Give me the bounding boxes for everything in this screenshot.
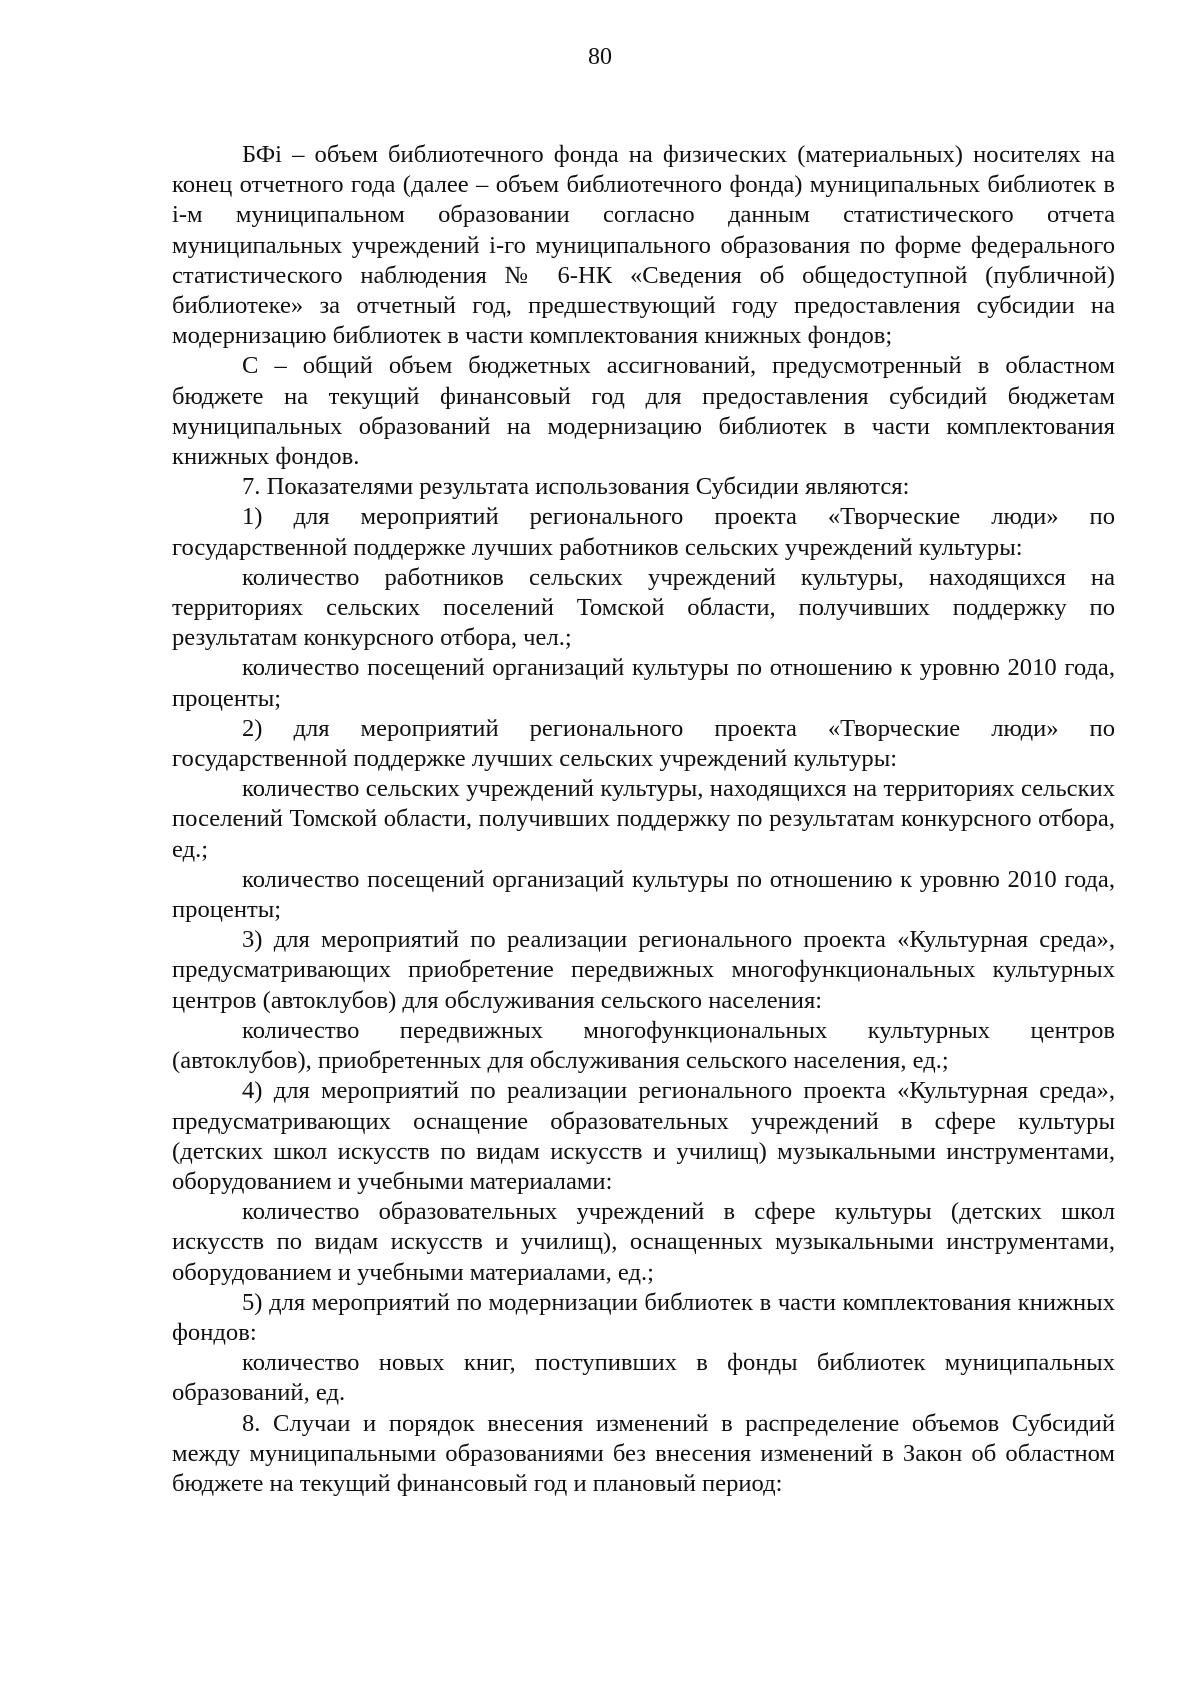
paragraph-indicator-visits-2: количество посещений организаций культуры по отношению к уровню 2010 года, проценты; bbox=[172, 865, 1115, 924]
paragraph-bfi-definition: БФi – объем библиотечного фонда на физических (материальных) носителях на конец отчетного года (далее – объем библиотечного фонда) муниципальных библиотек в i-м муниципальном образовании согласно данным статистического отчета муниципальных учреждений i-го муниципального образования по форме федерального статистического наблюдения № 6-НК «Сведения об общедоступной (публичной) библиотеке» за отчетный год, предшествующий году предоставления субсидии на модернизацию библиотек в части комплектования книжных фондов; bbox=[172, 141, 1115, 350]
paragraph-item-7-4: 4) для мероприятий по реализации регионального проекта «Культурная среда», предусматривающих оснащение образовательных учреждений в сфере культуры (детских школ искусств по видам искусств и училищ) музыкальными инструментами, оборудованием и учебными материалами: bbox=[172, 1077, 1115, 1195]
paragraph-item-7-3: 3) для мероприятий по реализации регионального проекта «Культурная среда», предусматривающих приобретение передвижных многофункциональных культурных центров (автоклубов) для обслуживания сельского населения: bbox=[172, 926, 1115, 1014]
paragraph-item-7-5: 5) для мероприятий по модернизации библиотек в части комплектования книжных фондов: bbox=[172, 1288, 1115, 1346]
paragraph-indicator-schools: количество образовательных учреждений в сфере культуры (детских школ искусств по видам искусств и училищ), оснащенных музыкальными инструментами, оборудованием и учебными материалами, ед.; bbox=[172, 1198, 1115, 1286]
paragraph-item-7-2: 2) для мероприятий регионального проекта «Творческие люди» по государственной поддержке лучших сельских учреждений культуры: bbox=[172, 714, 1115, 773]
paragraph-indicator-workers: количество работников сельских учреждений культуры, находящихся на территориях сельских поселений Томской области, получивших поддержку по результатам конкурсного отбора, чел.; bbox=[172, 563, 1115, 652]
page-number: 80 bbox=[588, 44, 612, 70]
paragraph-item-7: 7. Показателями результата использования Субсидии являются: bbox=[242, 473, 910, 501]
paragraph-item-7-1: 1) для мероприятий регионального проекта «Творческие люди» по государственной поддержке лучших работников сельских учреждений культуры: bbox=[172, 503, 1115, 561]
paragraph-item-8: 8. Случаи и порядок внесения изменений в распределение объемов Субсидий между муниципальными образованиями без внесения изменений в Закон об областном бюджете на текущий финансовый год и плановый период: bbox=[172, 1409, 1115, 1497]
paragraph-indicator-visits-1: количество посещений организаций культуры по отношению к уровню 2010 года, проценты; bbox=[172, 654, 1115, 712]
paragraph-indicator-institutions: количество сельских учреждений культуры, находящихся на территориях сельских поселений Томской области, получивших поддержку по результатам конкурсного отбора, ед.; bbox=[172, 775, 1115, 863]
paragraph-indicator-books: количество новых книг, поступивших в фонды библиотек муниципальных образований, ед. bbox=[172, 1349, 1115, 1407]
paragraph-indicator-autoclubs: количество передвижных многофункциональных культурных центров (автоклубов), приобретенных для обслуживания сельского населения, ед.; bbox=[172, 1016, 1115, 1075]
paragraph-c-definition: С – общий объем бюджетных ассигнований, предусмотренный в областном бюджете на текущий финансовый год для предоставления субсидий бюджетам муниципальных образований на модернизацию библиотек в части комплектования книжных фондов. bbox=[172, 352, 1115, 471]
document-body bbox=[172, 140, 1115, 1499]
